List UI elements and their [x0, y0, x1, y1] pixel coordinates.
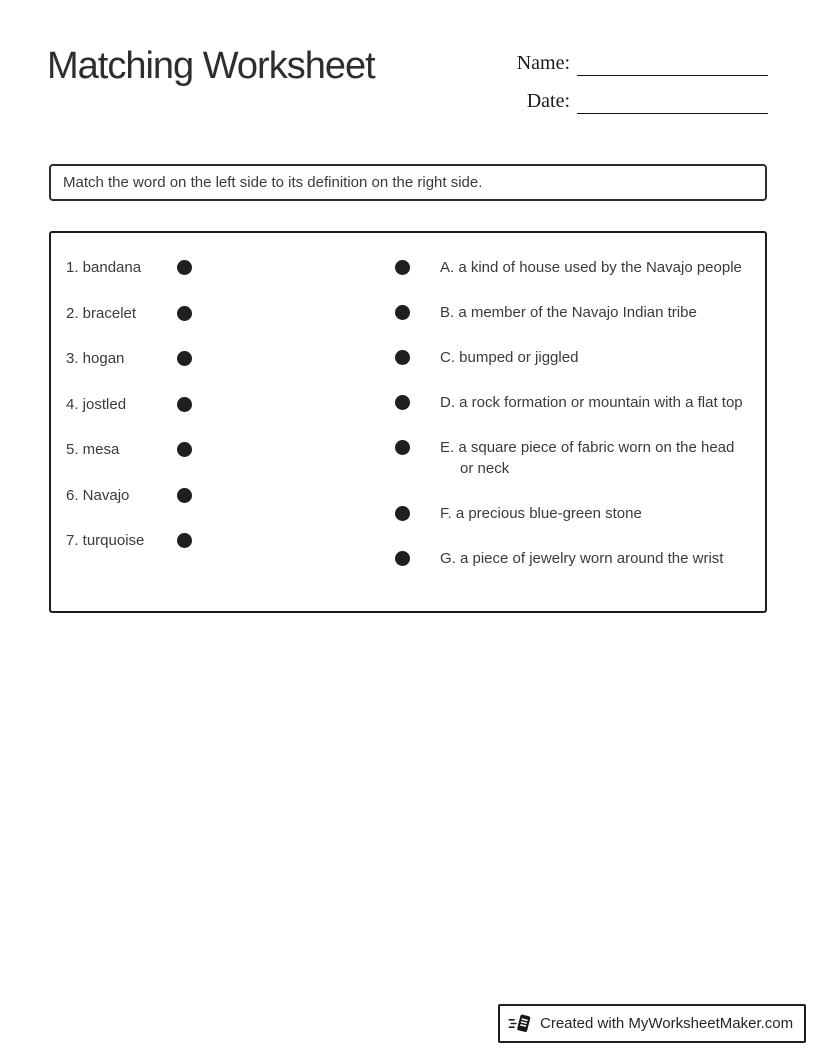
word-row	[66, 439, 192, 460]
word-match-dot	[177, 397, 192, 412]
name-date-block	[506, 50, 768, 126]
definition-match-dot	[395, 305, 410, 320]
word-label: 2. bracelet	[66, 304, 137, 322]
definition-text: C. bumped or jiggled	[440, 349, 579, 366]
word-row	[66, 348, 192, 369]
myworksheetmaker-logo-icon	[508, 1011, 532, 1036]
definition-match-dot	[395, 260, 410, 275]
word-label: 1. bandana	[66, 259, 142, 276]
definition-match-dot	[395, 440, 410, 455]
word-row	[66, 303, 192, 324]
word-row	[66, 530, 192, 551]
definition-row	[395, 392, 755, 413]
word-label: 5. mesa	[66, 441, 120, 458]
definition-text: G. a piece of jewelry worn around the wrist	[440, 550, 724, 567]
name-row	[506, 50, 768, 76]
definitions-column	[395, 257, 755, 593]
word-match-dot	[177, 442, 192, 457]
definition-text: E. a square piece of fabric worn on the head or neck	[440, 439, 735, 477]
definition-row	[395, 347, 755, 368]
date-label: Date:	[526, 90, 570, 112]
word-match-dot	[177, 306, 192, 321]
word-match-dot	[177, 260, 192, 275]
instructions-text: Match the word on the left side to its definition on the right side.	[63, 174, 483, 191]
instructions-box	[49, 164, 767, 201]
word-row	[66, 394, 192, 415]
words-column	[66, 257, 192, 576]
definition-match-dot	[395, 395, 410, 410]
definition-row	[395, 503, 755, 524]
word-row	[66, 485, 192, 506]
name-label: Name:	[516, 52, 570, 74]
name-blank-line	[577, 75, 768, 76]
definition-match-dot	[395, 506, 410, 521]
definition-row	[395, 257, 755, 278]
definition-match-dot	[395, 350, 410, 365]
word-label: 7. turquoise	[66, 532, 145, 549]
definition-row	[395, 437, 755, 479]
footer-credit-box	[498, 1004, 806, 1043]
definition-text: B. a member of the Navajo Indian tribe	[440, 304, 697, 321]
definition-row	[395, 302, 755, 323]
definition-text: A. a kind of house used by the Navajo people	[440, 259, 742, 276]
matching-area	[49, 231, 767, 613]
word-label: 3. hogan	[66, 350, 125, 367]
definition-match-dot	[395, 551, 410, 566]
word-match-dot	[177, 488, 192, 503]
definition-row	[395, 548, 755, 569]
definition-text: D. a rock formation or mountain with a flat top	[440, 394, 743, 411]
word-match-dot	[177, 351, 192, 366]
date-row	[506, 88, 768, 114]
word-row	[66, 257, 192, 278]
date-blank-line	[577, 113, 768, 114]
word-label: 4. jostled	[66, 395, 127, 413]
word-match-dot	[177, 533, 192, 548]
definition-text: F. a precious blue-green stone	[440, 505, 642, 522]
page-title: Matching Worksheet	[47, 45, 375, 87]
word-label: 6. Navajo	[66, 486, 130, 504]
footer-credit-text: Created with MyWorksheetMaker.com	[540, 1015, 794, 1032]
